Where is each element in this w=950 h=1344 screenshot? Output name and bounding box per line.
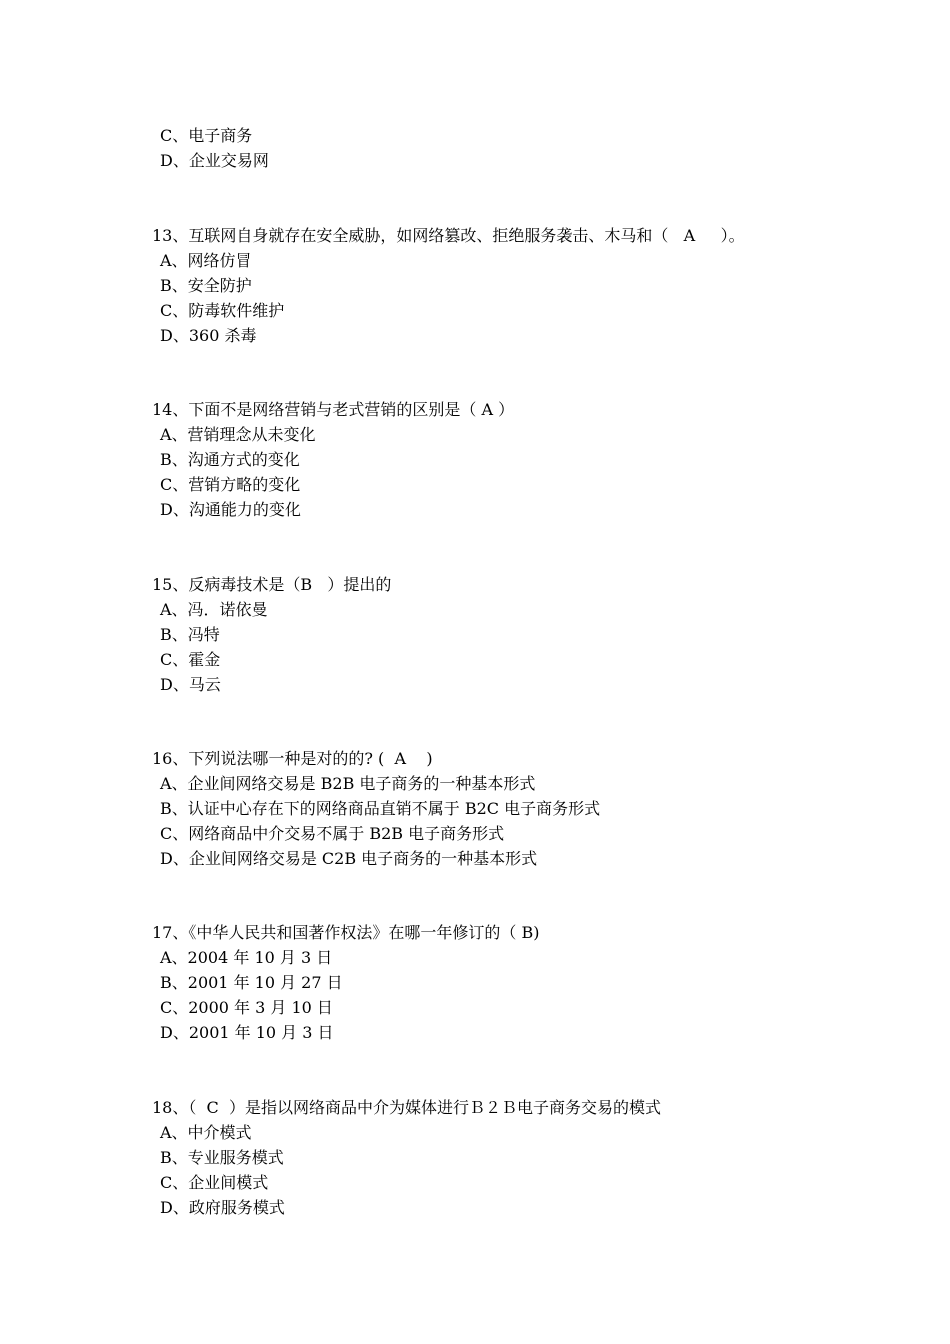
option: B、冯特 — [160, 625, 220, 644]
option: D、企业间网络交易是 C2B 电子商务的一种基本形式 — [160, 849, 538, 868]
option: D、沟通能力的变化 — [160, 500, 301, 519]
question-stem: 15、反病毒技术是（B ）提出的 — [152, 575, 392, 594]
question-16 — [152, 746, 872, 871]
option: B、认证中心存在下的网络商品直销不属于 B2C 电子商务形式 — [160, 799, 601, 818]
option: B、沟通方式的变化 — [160, 450, 300, 469]
option: A、企业间网络交易是 B2B 电子商务的一种基本形式 — [160, 774, 536, 793]
question-stem: 14、下面不是网络营销与老式营销的区别是（ A ） — [152, 400, 515, 419]
question-18 — [152, 1095, 872, 1220]
option: D、马云 — [160, 675, 221, 694]
question-stem: 16、下列说法哪一种是对的的? ( A ) — [152, 749, 433, 768]
question-stem: 18、（ C ）是指以网络商品中介为媒体进行Ｂ２Ｂ电子商务交易的模式 — [152, 1098, 661, 1117]
option: A、冯．诺依曼 — [160, 600, 268, 619]
question-stem: 17、《中华人民共和国著作权法》在哪一年修订的（ B) — [152, 923, 540, 942]
option: C、2000 年 3 月 10 日 — [160, 998, 333, 1017]
option: D、政府服务模式 — [160, 1198, 285, 1217]
question-15 — [152, 572, 872, 697]
option: C、网络商品中介交易不属于 B2B 电子商务形式 — [160, 824, 505, 843]
question-17 — [152, 920, 872, 1045]
question-14 — [152, 397, 872, 522]
option: B、2001 年 10 月 27 日 — [160, 973, 343, 992]
option: B、专业服务模式 — [160, 1148, 284, 1167]
option: A、营销理念从未变化 — [160, 425, 316, 444]
option: A、2004 年 10 月 3 日 — [160, 948, 333, 967]
option: A、中介模式 — [160, 1123, 252, 1142]
option: C、防毒软件维护 — [160, 301, 285, 320]
option: C、霍金 — [160, 650, 221, 669]
option: D、企业交易网 — [160, 151, 269, 170]
continued-options — [152, 123, 872, 173]
question-stem: 13、互联网自身就存在安全威胁，如网络篡改、拒绝服务袭击、木马和（ A ）。 — [152, 226, 745, 245]
option: D、2001 年 10 月 3 日 — [160, 1023, 334, 1042]
question-13 — [152, 223, 872, 348]
option: C、营销方略的变化 — [160, 475, 301, 494]
option: A、网络仿冒 — [160, 251, 252, 270]
option: C、企业间模式 — [160, 1173, 269, 1192]
option: C、电子商务 — [160, 126, 253, 145]
option: D、360 杀毒 — [160, 326, 257, 345]
option: B、安全防护 — [160, 276, 252, 295]
